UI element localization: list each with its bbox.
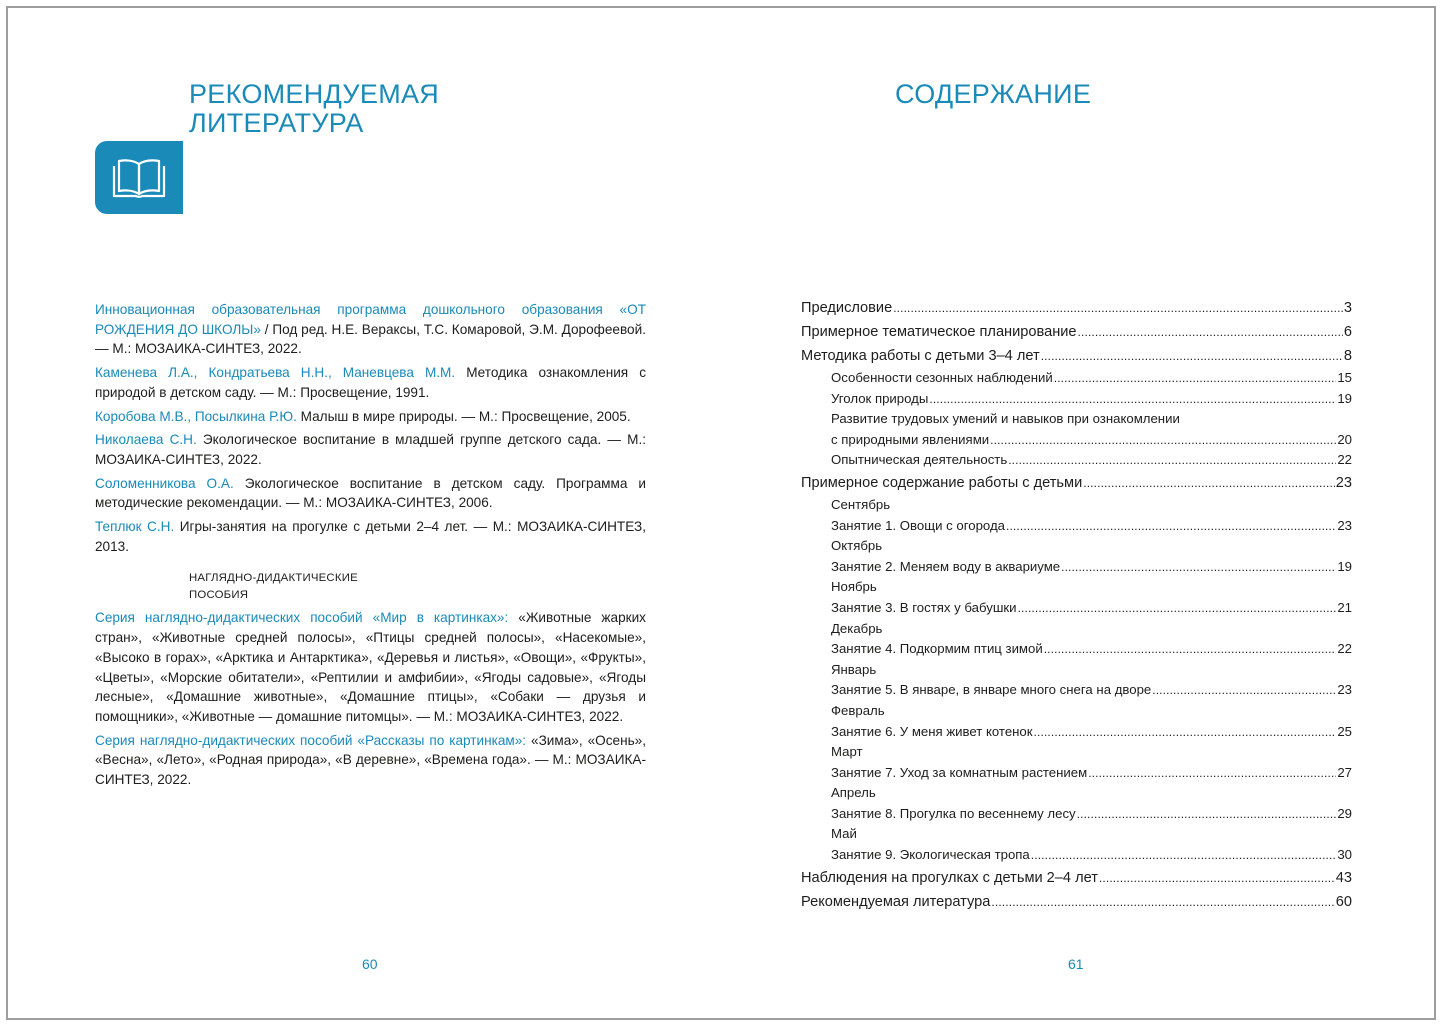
toc-entry[interactable] <box>801 320 1352 344</box>
toc-entry-title: Методика работы с детьми 3–4 лет <box>801 348 1040 364</box>
toc-entry[interactable] <box>801 536 1352 557</box>
toc-entry-title: Рекомендуемая литература <box>801 893 991 910</box>
toc-entry-page: 19 <box>1337 390 1352 406</box>
toc-entry-page: 21 <box>1337 599 1352 615</box>
toc-entry-page: 23 <box>1337 682 1352 698</box>
subheading-visual-aids <box>189 570 646 603</box>
toc-entry[interactable] <box>801 296 1352 320</box>
toc-entry-title: Занятие 5. В январе, в январе много снега на дворе <box>831 682 1152 698</box>
reference-entry <box>95 300 646 359</box>
toc-leader-dots <box>1044 639 1337 660</box>
reference-details: «Зима», «Осень», «Весна», «Лето», «Родная природа», «В деревне», «Времена года». — М.: МОЗАИКА-СИНТЕЗ, 2022. <box>95 732 646 788</box>
reference-details: Методика ознакомления с природой в детском саду. — М.: Просвещение, 1991. <box>95 365 646 400</box>
toc-entry[interactable] <box>801 866 1352 890</box>
toc-entry-page: 3 <box>1343 300 1352 316</box>
toc-entry-title: Опытническая деятельность <box>831 452 1008 468</box>
page-title-contents: СОДЕРЖАНИЕ <box>895 79 1092 109</box>
toc-entry-page: 6 <box>1343 324 1352 340</box>
reference-details: / Под ред. Н.Е. Вераксы, Т.С. Комаровой, Э.М. Дорофеевой. — М.: МОЗАИКА-СИНТЕЗ, 2022. <box>95 321 646 357</box>
toc-entry[interactable] <box>801 763 1352 784</box>
toc-entry[interactable] <box>801 619 1352 640</box>
toc-entry-page: 27 <box>1337 764 1352 780</box>
toc-leader-dots <box>1031 845 1337 866</box>
toc-entry[interactable] <box>801 471 1352 495</box>
toc-entry-title: с природными явлениями <box>831 431 990 447</box>
toc-entry-title: Занятие 1. Овощи с огорода <box>831 517 1005 533</box>
open-book-icon <box>95 141 183 214</box>
toc-entry-title: Наблюдения на прогулках с детьми 2–4 лет <box>801 869 1098 886</box>
toc-leader-dots <box>991 890 1334 914</box>
page-number-left: 60 <box>362 956 378 972</box>
toc-entry-title: Особенности сезонных наблюдений <box>831 370 1053 385</box>
toc-entry[interactable] <box>801 598 1352 619</box>
title-line-2: ЛИТЕРАТУРА <box>189 108 364 138</box>
title-line-1: РЕКОМЕНДУЕМАЯ <box>189 79 440 109</box>
toc-entry[interactable] <box>801 680 1352 701</box>
reference-authors: Инновационная образовательная программа дошкольного образования «ОТ РОЖДЕНИЯ ДО ШКОЛЫ» <box>95 302 646 337</box>
toc-leader-dots <box>1034 722 1337 743</box>
reference-entry <box>95 363 646 402</box>
toc-entry[interactable] <box>801 660 1352 681</box>
toc-entry[interactable] <box>801 344 1352 368</box>
toc-leader-dots <box>1088 763 1336 784</box>
toc-entry[interactable] <box>801 804 1352 825</box>
toc-entry[interactable] <box>801 409 1352 430</box>
reference-entry <box>95 731 646 790</box>
toc-entry[interactable] <box>801 742 1352 763</box>
toc-entry-title: Декабрь <box>831 620 883 636</box>
toc-entry-title: Октябрь <box>831 538 883 554</box>
toc-entry[interactable] <box>801 516 1352 537</box>
toc-entry-title: Занятие 6. У меня живет котенок <box>831 723 1033 739</box>
reference-details: Игры-занятия на прогулке с детьми 2–4 лет. — М.: МОЗАИКА-СИНТЕЗ, 2013. <box>95 519 646 554</box>
reference-authors: Серия наглядно-дидактических пособий «Рассказы по картинкам»: <box>95 732 527 748</box>
reference-details: «Животные жарких стран», «Животные средней полосы», «Птицы средней полосы», «Насекомые», «Высоко в горах», «Арктика и Антарктика», «Деревья и листья», «Овощи», «Фрукты», «Цветы», «Морские обитатели», «Рептилии и амфибии», «Ягоды садовые», «Ягоды лесные», «Домашние животные», «Домашние птицы», «Собаки — друзья и помощники», «Животные — домашние питомцы». — М.: МОЗАИКА-СИНТЕЗ, 2022. <box>95 610 646 724</box>
page-number-right: 61 <box>1068 956 1084 972</box>
toc-leader-dots <box>1077 804 1337 825</box>
toc-entry-title: Занятие 9. Экологическая тропа <box>831 847 1030 863</box>
toc-entry-title: Развитие трудовых умений и навыков при ознакомлении <box>831 411 1180 427</box>
toc-entry-page: 25 <box>1337 723 1352 739</box>
toc-entry-page: 23 <box>1335 474 1352 491</box>
toc-entry-title: Ноябрь <box>831 579 877 595</box>
toc-entry-title: Занятие 8. Прогулка по весеннему лесу <box>831 805 1076 821</box>
subheading-line-1: НАГЛЯДНО-ДИДАКТИЧЕСКИЕ <box>189 572 358 585</box>
toc-entry-title: Март <box>831 744 863 760</box>
toc-entry-page: 29 <box>1337 805 1352 821</box>
reference-details: Экологическое воспитание в детском саду. Программа и методические рекомендации. — М.: МОЗАИКА-СИНТЕЗ, 2006. <box>95 475 646 511</box>
toc-entry[interactable] <box>801 368 1352 389</box>
toc-entry[interactable] <box>801 639 1352 660</box>
toc-entry[interactable] <box>801 783 1352 804</box>
toc-entry[interactable] <box>801 557 1352 578</box>
toc-entry[interactable] <box>801 890 1352 914</box>
toc-leader-dots <box>1099 866 1335 890</box>
table-of-contents <box>801 296 1352 914</box>
page-title-recommended-literature <box>189 80 439 138</box>
toc-entry[interactable] <box>801 824 1352 845</box>
toc-entry-title: Апрель <box>831 785 876 801</box>
reference-authors: Коробова М.В., Посылкина Р.Ю. <box>95 408 297 424</box>
toc-entry-page: 60 <box>1335 893 1352 910</box>
toc-leader-dots <box>1041 344 1343 368</box>
toc-entry[interactable] <box>801 701 1352 722</box>
toc-entry-page: 30 <box>1337 847 1352 863</box>
toc-leader-dots <box>1061 557 1336 578</box>
toc-entry-title: Занятие 4. Подкормим птиц зимой <box>831 641 1043 657</box>
toc-entry-title: Примерное содержание работы с детьми <box>801 474 1083 491</box>
toc-entry-title: Примерное тематическое планирование <box>801 324 1077 340</box>
toc-entry-title: Предисловие <box>801 300 893 316</box>
toc-entry-page: 19 <box>1337 558 1352 574</box>
toc-entry[interactable] <box>801 430 1352 451</box>
toc-entry-page: 23 <box>1337 517 1352 533</box>
references-list <box>95 300 646 794</box>
toc-entry[interactable] <box>801 722 1352 743</box>
toc-leader-dots <box>1054 368 1337 389</box>
reference-details: Малыш в мире природы. — М.: Просвещение, 2005. <box>296 408 631 424</box>
toc-leader-dots <box>990 430 1336 451</box>
toc-entry-title: Уголок природы <box>831 390 929 406</box>
toc-entry-title: Занятие 3. В гостях у бабушки <box>831 599 1017 615</box>
reference-authors: Соломенникова О.А. <box>95 475 234 491</box>
toc-entry[interactable] <box>801 845 1352 866</box>
toc-entry-title: Январь <box>831 661 877 677</box>
toc-entry[interactable] <box>801 450 1352 471</box>
toc-leader-dots <box>1152 680 1336 701</box>
toc-leader-dots <box>1083 471 1335 495</box>
reference-authors: Николаева С.Н. <box>95 432 197 448</box>
toc-entry-title: Сентябрь <box>831 496 891 512</box>
toc-entry[interactable] <box>801 389 1352 410</box>
reference-entry <box>95 517 646 556</box>
toc-entry[interactable] <box>801 495 1352 516</box>
reference-entry <box>95 474 646 513</box>
toc-leader-dots <box>929 389 1336 410</box>
reference-authors: Теплюк С.Н. <box>95 519 175 535</box>
toc-leader-dots <box>1018 598 1337 619</box>
reference-entry <box>95 608 646 726</box>
toc-entry[interactable] <box>801 577 1352 598</box>
toc-leader-dots <box>1008 450 1336 471</box>
toc-entry-page: 22 <box>1337 641 1352 657</box>
toc-entry-page: 43 <box>1335 869 1352 886</box>
reference-entry <box>95 407 646 427</box>
reference-authors: Каменева Л.А., Кондратьева Н.Н., Маневцева М.М. <box>95 365 456 381</box>
toc-entry-page: 8 <box>1343 348 1352 364</box>
toc-leader-dots <box>893 296 1343 320</box>
toc-entry-title: Занятие 7. Уход за комнатным растением <box>831 764 1088 780</box>
subheading-line-2: ПОСОБИЯ <box>189 588 249 601</box>
toc-leader-dots <box>1078 320 1343 344</box>
toc-entry-page: 22 <box>1337 452 1352 468</box>
toc-entry-title: Занятие 2. Меняем воду в аквариуме <box>831 558 1061 574</box>
toc-entry-title: Май <box>831 826 857 842</box>
reference-authors: Серия наглядно-дидактических пособий «Мир в картинках»: <box>95 610 509 626</box>
toc-entry-page: 20 <box>1337 431 1352 447</box>
toc-entry-title: Февраль <box>831 702 885 718</box>
reference-details: Экологическое воспитание в младшей группе детского сада. — М.: МОЗАИКА-СИНТЕЗ, 2022. <box>95 432 646 467</box>
toc-leader-dots <box>1006 516 1336 537</box>
toc-entry-page: 15 <box>1337 370 1352 385</box>
reference-entry <box>95 430 646 469</box>
